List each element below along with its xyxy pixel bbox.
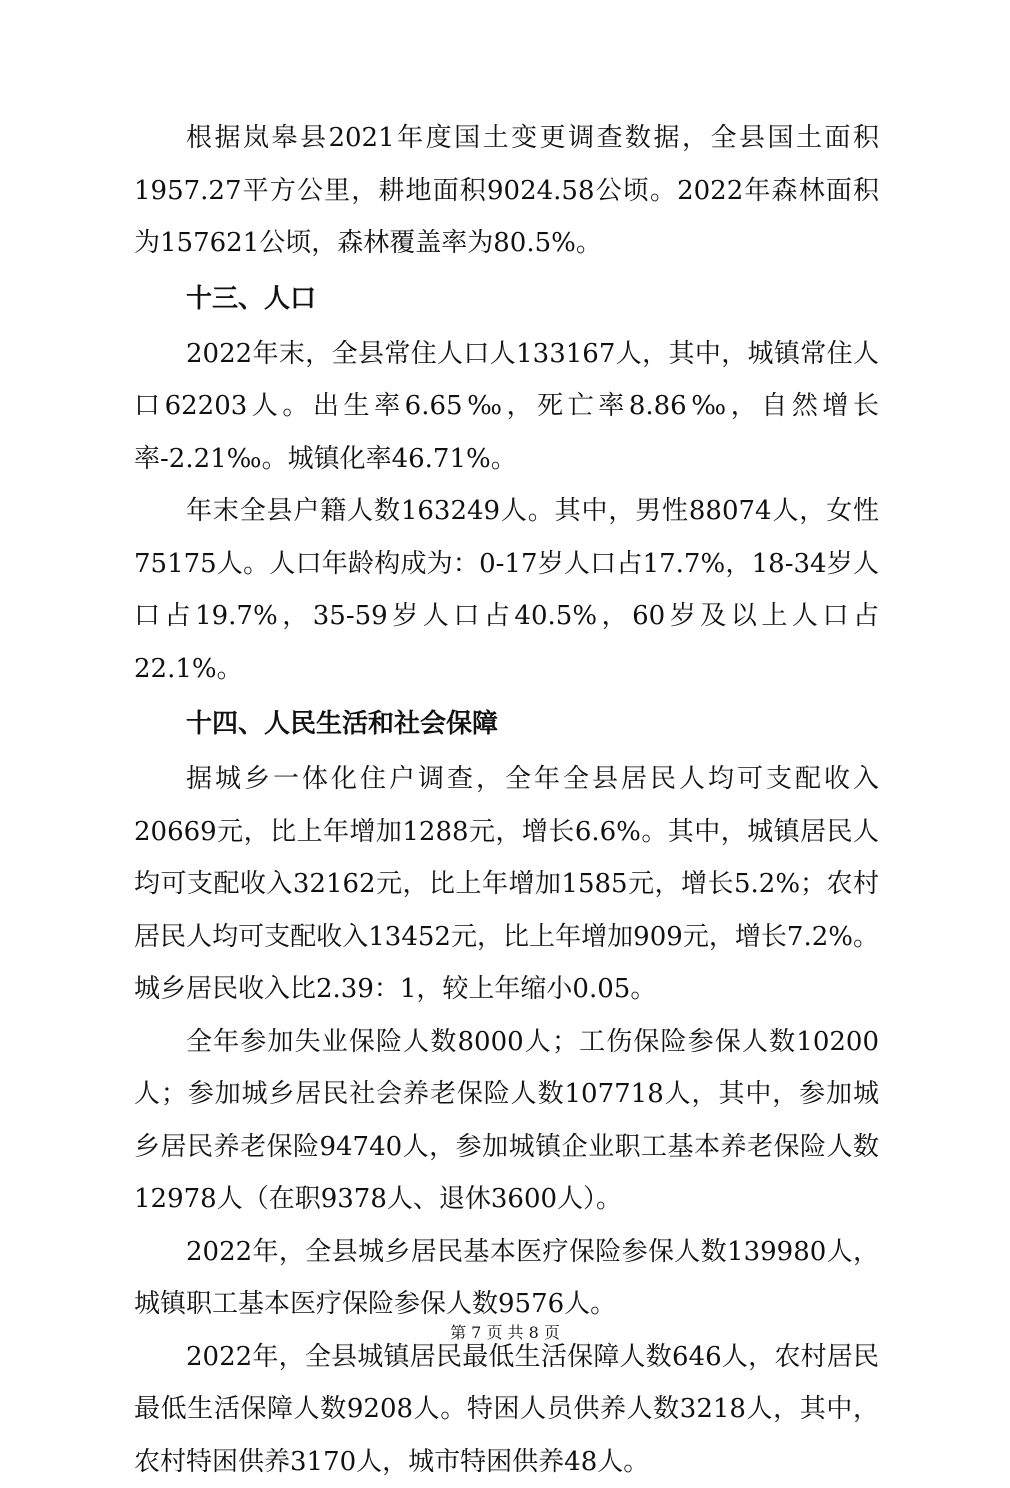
paragraph-land-area: 根据岚皋县2021年度国土变更调查数据，全县国土面积1957.27平方公里，耕地面积9024.58公顷。2022年森林面积为157621公顷，森林覆盖率为80.5%。 <box>134 112 879 270</box>
page-number-footer: 第 7 页 共 8 页 <box>0 1320 1010 1343</box>
paragraph-medical-insurance: 2022年，全县城乡居民基本医疗保险参保人数139980人，城镇职工基本医疗保险参保人数9576人。 <box>134 1226 879 1331</box>
paragraph-resident-population: 2022年末，全县常住人口人133167人，其中，城镇常住人口62203人。出生率6.65‰，死亡率8.86‰，自然增长率-2.21‰。城镇化率46.71%。 <box>134 328 879 486</box>
paragraph-registered-population: 年末全县户籍人数163249人。其中，男性88074人，女性75175人。人口年龄构成为：0-17岁人口占17.7%，18-34岁人口占19.7%，35-59岁人口占40.5%，60岁及以上人口占22.1%。 <box>134 485 879 695</box>
paragraph-insurance: 全年参加失业保险人数8000人；工伤保险参保人数10200人；参加城乡居民社会养老保险人数107718人，其中，参加城乡居民养老保险94740人，参加城镇企业职工基本养老保险人数12978人（在职9378人、退休3600人）。 <box>134 1016 879 1226</box>
paragraph-minimum-living: 2022年，全县城镇居民最低生活保障人数646人，农村居民最低生活保障人数9208人。特困人员供养人数3218人，其中，农村特困供养3170人，城市特困供养48人。 <box>134 1331 879 1488</box>
section-heading-livelihood: 十四、人民生活和社会保障 <box>134 695 879 753</box>
section-heading-population: 十三、人口 <box>134 270 879 328</box>
document-body <box>134 112 879 1488</box>
paragraph-income: 据城乡一体化住户调查，全年全县居民人均可支配收入20669元，比上年增加1288元，增长6.6%。其中，城镇居民人均可支配收入32162元，比上年增加1585元，增长5.2%；农村居民人均可支配收入13452元，比上年增加909元，增长7.2%。城乡居民收入比2.39：1，较上年缩小0.05。 <box>134 753 879 1016</box>
